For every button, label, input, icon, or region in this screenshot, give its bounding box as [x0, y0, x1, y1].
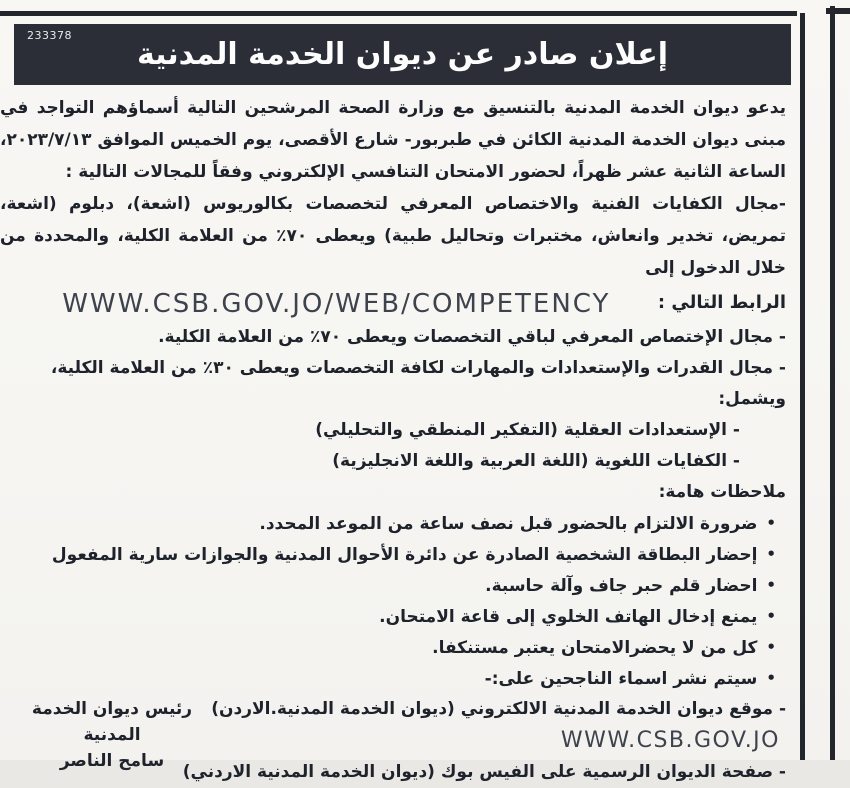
results-site-text: - موقع ديوان الخدمة المدنية الالكتروني (ديوان الخدمة المدنية.الاردن) — [211, 699, 786, 719]
note-text: احضار قلم حبر جاف وآلة حاسبة. — [485, 576, 758, 596]
competency-url: WWW.CSB.GOV.JO/WEB/COMPETENCY — [62, 288, 611, 319]
note-text: ضرورة الالتزام بالحضور قبل نصف ساعة من الموعد المحدد. — [259, 514, 758, 534]
bullet-icon: • — [766, 669, 776, 687]
field-knowledge-line: - مجال الإختصاص المعرفي لباقي التخصصات ويعطى ٧٠٪ من العلامة الكلية. — [158, 327, 786, 347]
note-text: سيتم نشر اسماء الناجحين على:- — [484, 669, 758, 689]
field-technical-paragraph: -مجال الكفايات الفنية والاختصاص المعرفي لتخصصات بكالوريوس (اشعة)، دبلوم (اشعة، تمريض، تخدير وانعاش، مختبرات وتحاليل طبية) ويعطى ٧٠٪ من العلامة الكلية، والمحددة من خلال الدخول إلى — [0, 194, 786, 278]
note-text: يمنع إدخال الهاتف الخلوي إلى قاعة الامتحان. — [379, 607, 758, 627]
note-item — [0, 539, 786, 570]
exam-url-line — [0, 284, 786, 322]
note-item — [0, 508, 786, 539]
intro-paragraph: يدعو ديوان الخدمة المدنية بالتنسيق مع وزارة الصحة المرشحين التالية أسماؤهم التواجد في مبنى ديوان الخدمة المدنية الكائن في طبربور- شارع الأقصى، يوم الخميس الموافق ٢٠٢٣/٧/١٣، الساعة الثانية عشر ظهراً، لحضور الامتحان التنافسي الإلكتروني وفقاً للمجالات التالية : — [0, 98, 786, 182]
bullet-icon: • — [766, 576, 776, 594]
signature-title: رئيس ديوان الخدمة المدنية — [31, 699, 193, 745]
sub-item-mental: - الإستعدادات العقلية (التفكير المنطقي والتحليلي) — [315, 420, 740, 440]
note-text: إحضار البطاقة الشخصية الصادرة عن دائرة الأحوال المدنية والجوازات سارية المفعول — [51, 545, 758, 565]
notes-heading: ملاحظات هامة: — [658, 482, 786, 502]
note-item — [0, 632, 786, 663]
note-item — [0, 570, 786, 601]
csb-url: WWW.CSB.GOV.JO — [560, 728, 780, 753]
ad-reference-number: 233378 — [27, 29, 72, 42]
bullet-icon: • — [766, 638, 776, 656]
note-item — [0, 601, 786, 632]
column-divider — [830, 6, 835, 760]
note-text: كل من لا يحضرالامتحان يعتبر مستنكفا. — [432, 638, 758, 658]
bullet-icon: • — [766, 514, 776, 532]
sub-item-language: - الكفايات اللغوية (اللغة العربية واللغة الانجليزية) — [332, 451, 740, 471]
ad-header — [14, 24, 791, 85]
publish-facebook-line: - صفحة الديوان الرسمية على الفيس بوك (ديوان الخدمة المدنية الاردني) — [182, 761, 786, 782]
top-rule — [0, 11, 797, 16]
ad-title: إعلان صادر عن ديوان الخدمة المدنية — [136, 37, 669, 72]
note-item — [0, 663, 786, 694]
bullet-icon: • — [766, 607, 776, 625]
ad-body — [0, 92, 786, 788]
url-label: الرابط التالي : — [657, 292, 786, 313]
signature-name: سامح الناصر — [59, 751, 165, 771]
field-abilities-line: - مجال القدرات والإستعدادات والمهارات لكافة التخصصات ويعطى ٣٠٪ من العلامة الكلية، ويشمل: — [50, 358, 786, 409]
bullet-icon: • — [766, 545, 776, 563]
ad-right-border — [800, 13, 805, 760]
signature-block — [14, 696, 210, 774]
